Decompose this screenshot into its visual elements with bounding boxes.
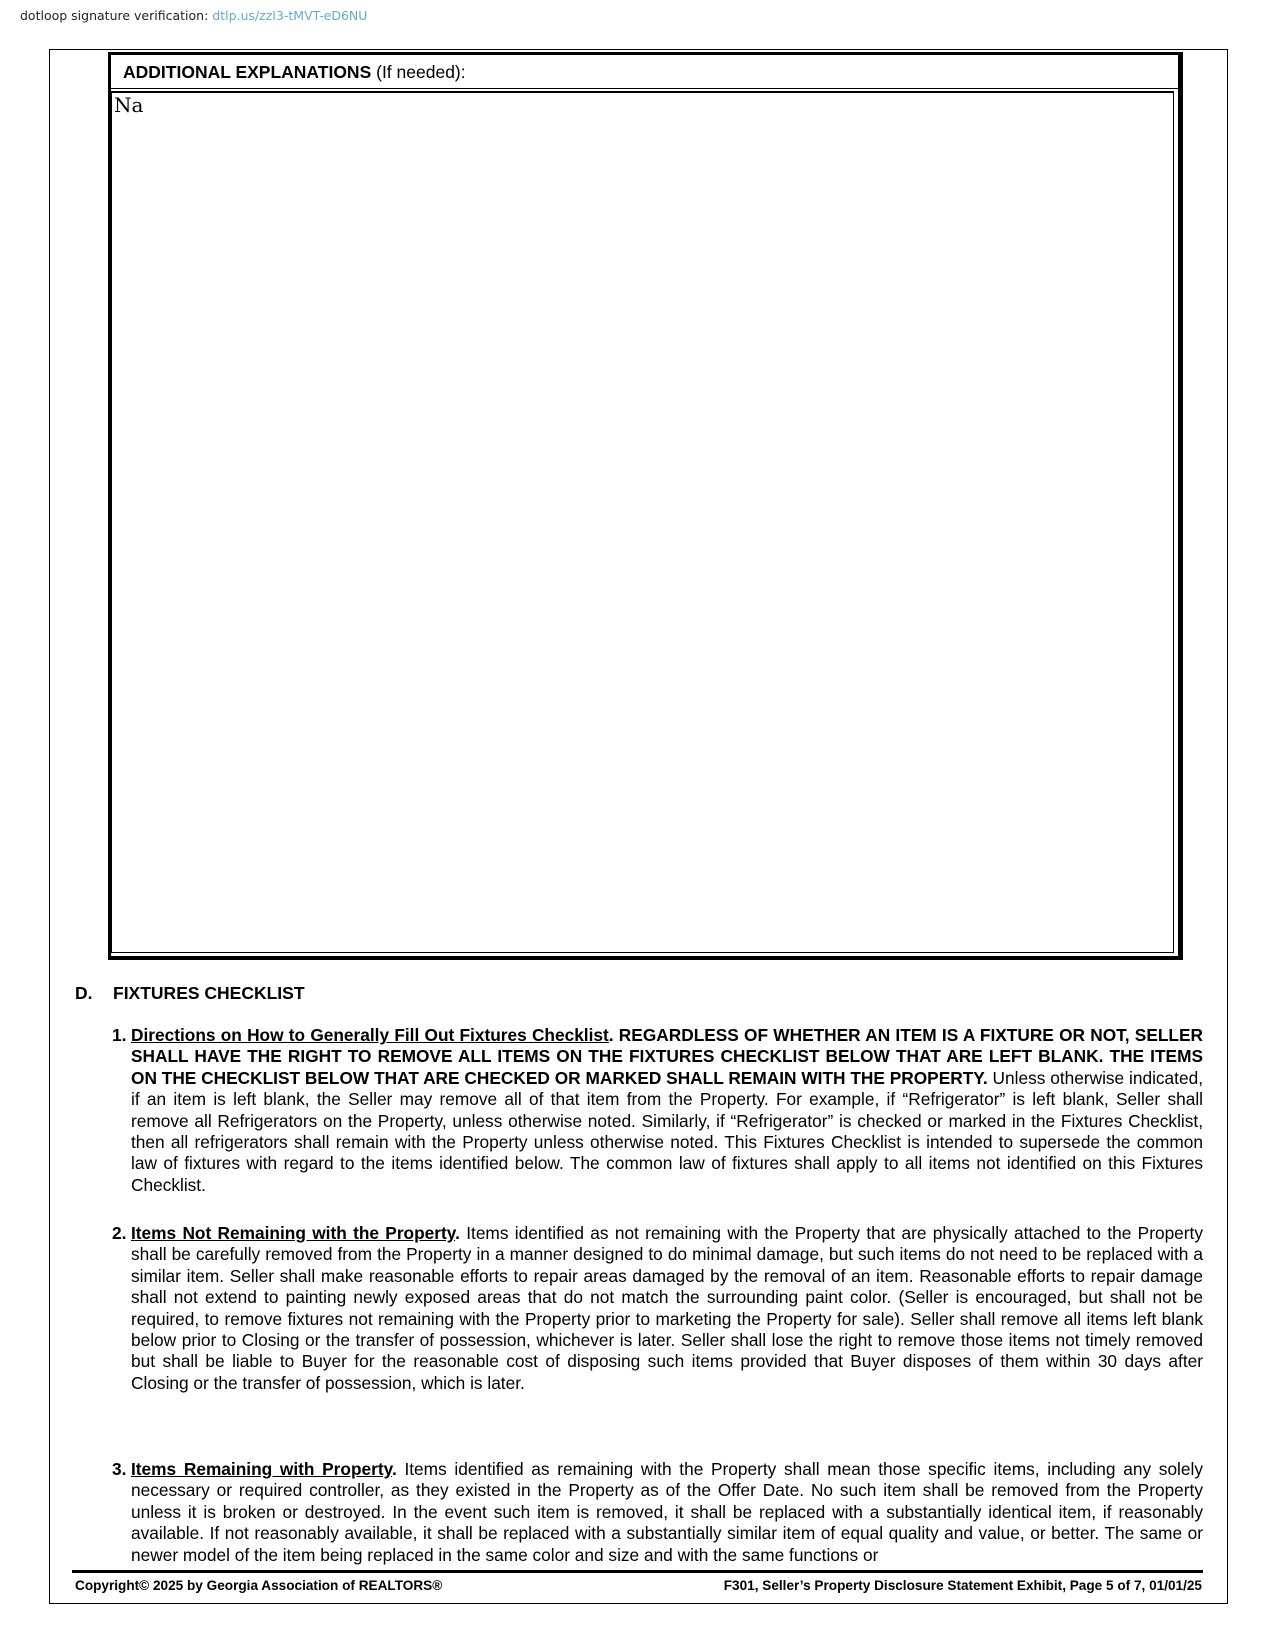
- section-letter: D.: [75, 983, 93, 1003]
- paragraph-number: 3.: [112, 1459, 127, 1479]
- paragraph-heading: Directions on How to Generally Fill Out Fixtures Checklist: [131, 1025, 609, 1045]
- paragraph-text: Items identified as not remaining with the Property that are physically attached to the Property shall be carefully removed from the Property in a manner designed to do minimal damage, but such items do not need to be replaced with a similar item. Seller shall make reasonable efforts to repair areas damaged by the removal of an item. Reasonable efforts to repair damage shall not extend to painting newly exposed areas that do not match the surrounding paint color. (Seller is encouraged, but shall not be required, to remove fixtures not remaining with the Property prior to marketing the Property for sale). Seller shall remove all items left blank below prior to Closing or the transfer of possession, whichever is later. Seller shall lose the right to remove those items not timely removed but shall be liable to Buyer for the reasonable cost of disposing such items provided that Buyer disposes of them within 30 days after Closing or the transfer of possession, which is later.: [131, 1223, 1203, 1393]
- footer-form-id: F301, Seller’s Property Disclosure Statement Exhibit, Page 5 of 7, 01/01/25: [723, 1578, 1202, 1593]
- paragraph-1: [110, 1025, 1203, 1196]
- footer-copyright: Copyright© 2025 by Georgia Association of REALTORS®: [75, 1578, 443, 1593]
- paragraph-number: 2.: [112, 1223, 127, 1243]
- paragraph-3: [110, 1459, 1203, 1566]
- paragraph-bold-text: .: [455, 1223, 460, 1243]
- paragraph-2: [110, 1223, 1203, 1394]
- explanations-text-field[interactable]: [111, 91, 1174, 953]
- paragraph-bold-text: . REGARDLESS OF WHETHER AN ITEM IS A FIXTURE OR NOT, SELLER SHALL HAVE THE RIGHT TO REMOVE ALL ITEMS ON THE FIXTURES CHECKLIST BELOW THAT ARE LEFT BLANK. THE ITEMS ON THE CHECKLIST BELOW THAT ARE CHECKED OR MARKED SHALL REMAIN WITH THE PROPERTY.: [131, 1025, 1203, 1088]
- paragraph-number: 1.: [112, 1025, 127, 1045]
- explanations-title: ADDITIONAL EXPLANATIONS: [123, 62, 372, 82]
- explanations-value: Na: [114, 93, 144, 117]
- footer-divider: [72, 1570, 1203, 1573]
- verification-link[interactable]: dtlp.us/zzI3-tMVT-eD6NU: [212, 8, 368, 23]
- paragraph-heading: Items Remaining with Property: [131, 1459, 392, 1479]
- paragraph-text: Unless otherwise indicated, if an item is left blank, the Seller may remove all of that item from the Property. For example, if “Refrigerator” is left blank, Seller shall remove all Refrigerators on the Property, unless otherwise noted. Similarly, if “Refrigerator” is checked or marked in the Fixtures Checklist, then all refrigerators shall remain with the Property unless otherwise noted. This Fixtures Checklist is intended to supersede the common law of fixtures with regard to the items identified below. The common law of fixtures shall apply to all items not identified on this Fixtures Checklist.: [131, 1067, 1203, 1195]
- section-d-title: [75, 983, 305, 1004]
- paragraph-heading: Items Not Remaining with the Property: [131, 1223, 456, 1243]
- verification-label: dotloop signature verification:: [20, 8, 209, 23]
- section-title: FIXTURES CHECKLIST: [113, 983, 305, 1003]
- additional-explanations-box: [108, 52, 1183, 960]
- signature-verification: [20, 8, 367, 23]
- explanations-subtitle: (If needed):: [371, 62, 466, 82]
- explanations-heading: [111, 55, 1178, 89]
- paragraph-text: Items identified as remaining with the Property shall mean those specific items, including any solely necessary or required controller, as they existed in the Property as of the Offer Date. No such item shall be removed from the Property unless it is broken or destroyed. In the event such item is removed, it shall be replaced with a substantially identical item, if reasonably available. If not reasonably available, it shall be replaced with a substantially similar item of equal quality and value, or better. The same or newer model of the item being replaced in the same color and size and with the same functions or: [131, 1459, 1203, 1565]
- paragraph-bold-text: .: [391, 1459, 397, 1479]
